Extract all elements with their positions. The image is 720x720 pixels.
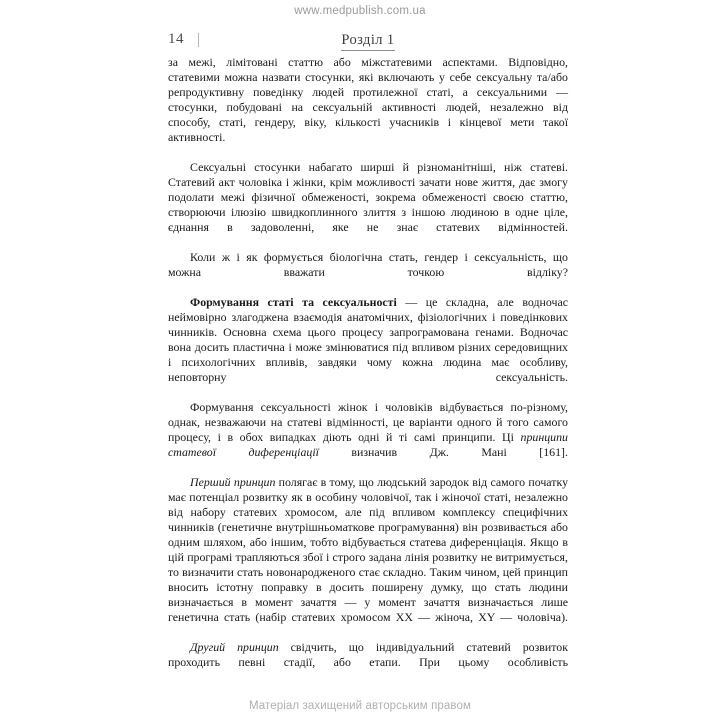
paragraph [168,295,568,400]
text-run: Формування сексуальності жінок і чоловіків відбувається по-різному, однак, незважаючи на статеві відмінності, це варіанти одного й того самого процесу, і в обох випадках діють одні й ті самі принципи. Ці [168,400,568,444]
paragraph [168,55,568,160]
running-head [168,31,568,51]
italic-run: принципи статевої диференціації [168,430,568,459]
paragraph [168,475,568,640]
text-run: — це складна, але водночас неймовірно злагоджена взаємодія анатомічних, фізіологічних і поведінкових чинників. Основна схема цього процесу запрограмована генами. Водночас вона досить пластична і може змінюватися під впливом різних середовищних і психологічних впливів, завдяки чому кожна людина має особливу, неповторну сексуальність. [168,295,568,384]
text-column [168,55,568,685]
text-run: Сексуальні стосунки набагато ширші й різноманітніші, ніж статеві. Статевий акт чоловіка і жінки, крім можливості зачати нове життя, дає змогу подолати межі фізичної обмеженості, зокрема обмеженості своєю статтю, створюючи ілюзію швидкоплинного злиття з іншою людиною в одне ціле, єднання в задоволенні, яке не знає статевих відмінностей. [168,160,568,234]
copyright-notice: Матеріал захищений авторським правом [249,700,471,712]
text-run: свідчить, що індивідуальний статевий розвиток проходить певні стадії, або етапи. При цьому особливість [168,640,568,669]
bold-run: Формування статі та сексуальності [190,295,397,309]
chapter-title: Розділ 1 [341,32,394,51]
paragraph [168,400,568,475]
text-run: за межі, лімітовані статтю або міжстатевими аспектами. Відповідно, статевими можна назвати стосунки, які включають у себе сексуальну та/або репродуктивну поведінку людей протилежної статі, а сексуальними — стосунки, побудовані на сексуальній активності людей, незалежно від способу, статі, гендеру, віку, кількості учасників і кінцевої мети такої активності. [168,55,568,144]
paragraph [168,160,568,250]
publisher-watermark: www.medpublish.com.ua [294,5,426,17]
text-run: полягає в тому, що людський зародок від самого початку має потенціал розвитку як в особину чоловічої, так і жіночої статі, незалежно від набору статевих хромосом, але під впливом комплексу специфічних чинників (генетичне внутрішньоматкове програмування) він розвивається або одним шляхом, або іншим, тобто відбувається статева диференціація. Якщо в цій програмі трапляються збої і строго задана лінія розвитку не витримується, то визначити стать новонародженого стає складно. Таким чином, цей принцип вносить істотну поправку в досить поширену думку, що стать людини визначається в момент зачаття — у момент зачаття визначається лише генетична стать (набір статевих хромосом XX — жіноча, XY — чоловіча). [168,475,569,624]
page-number: 14 [168,31,184,47]
text-run: Коли ж і як формується біологічна стать, гендер і сексуальність, що можна вважати точкою відліку? [168,250,568,279]
italic-run: Перший принцип [190,475,276,489]
text-run: визначив Дж. Мані [161]. [318,445,568,459]
paragraph [168,640,568,685]
paragraph [168,250,568,295]
chapter-title-wrap [168,31,568,51]
italic-run: Другий принцип [190,640,279,654]
